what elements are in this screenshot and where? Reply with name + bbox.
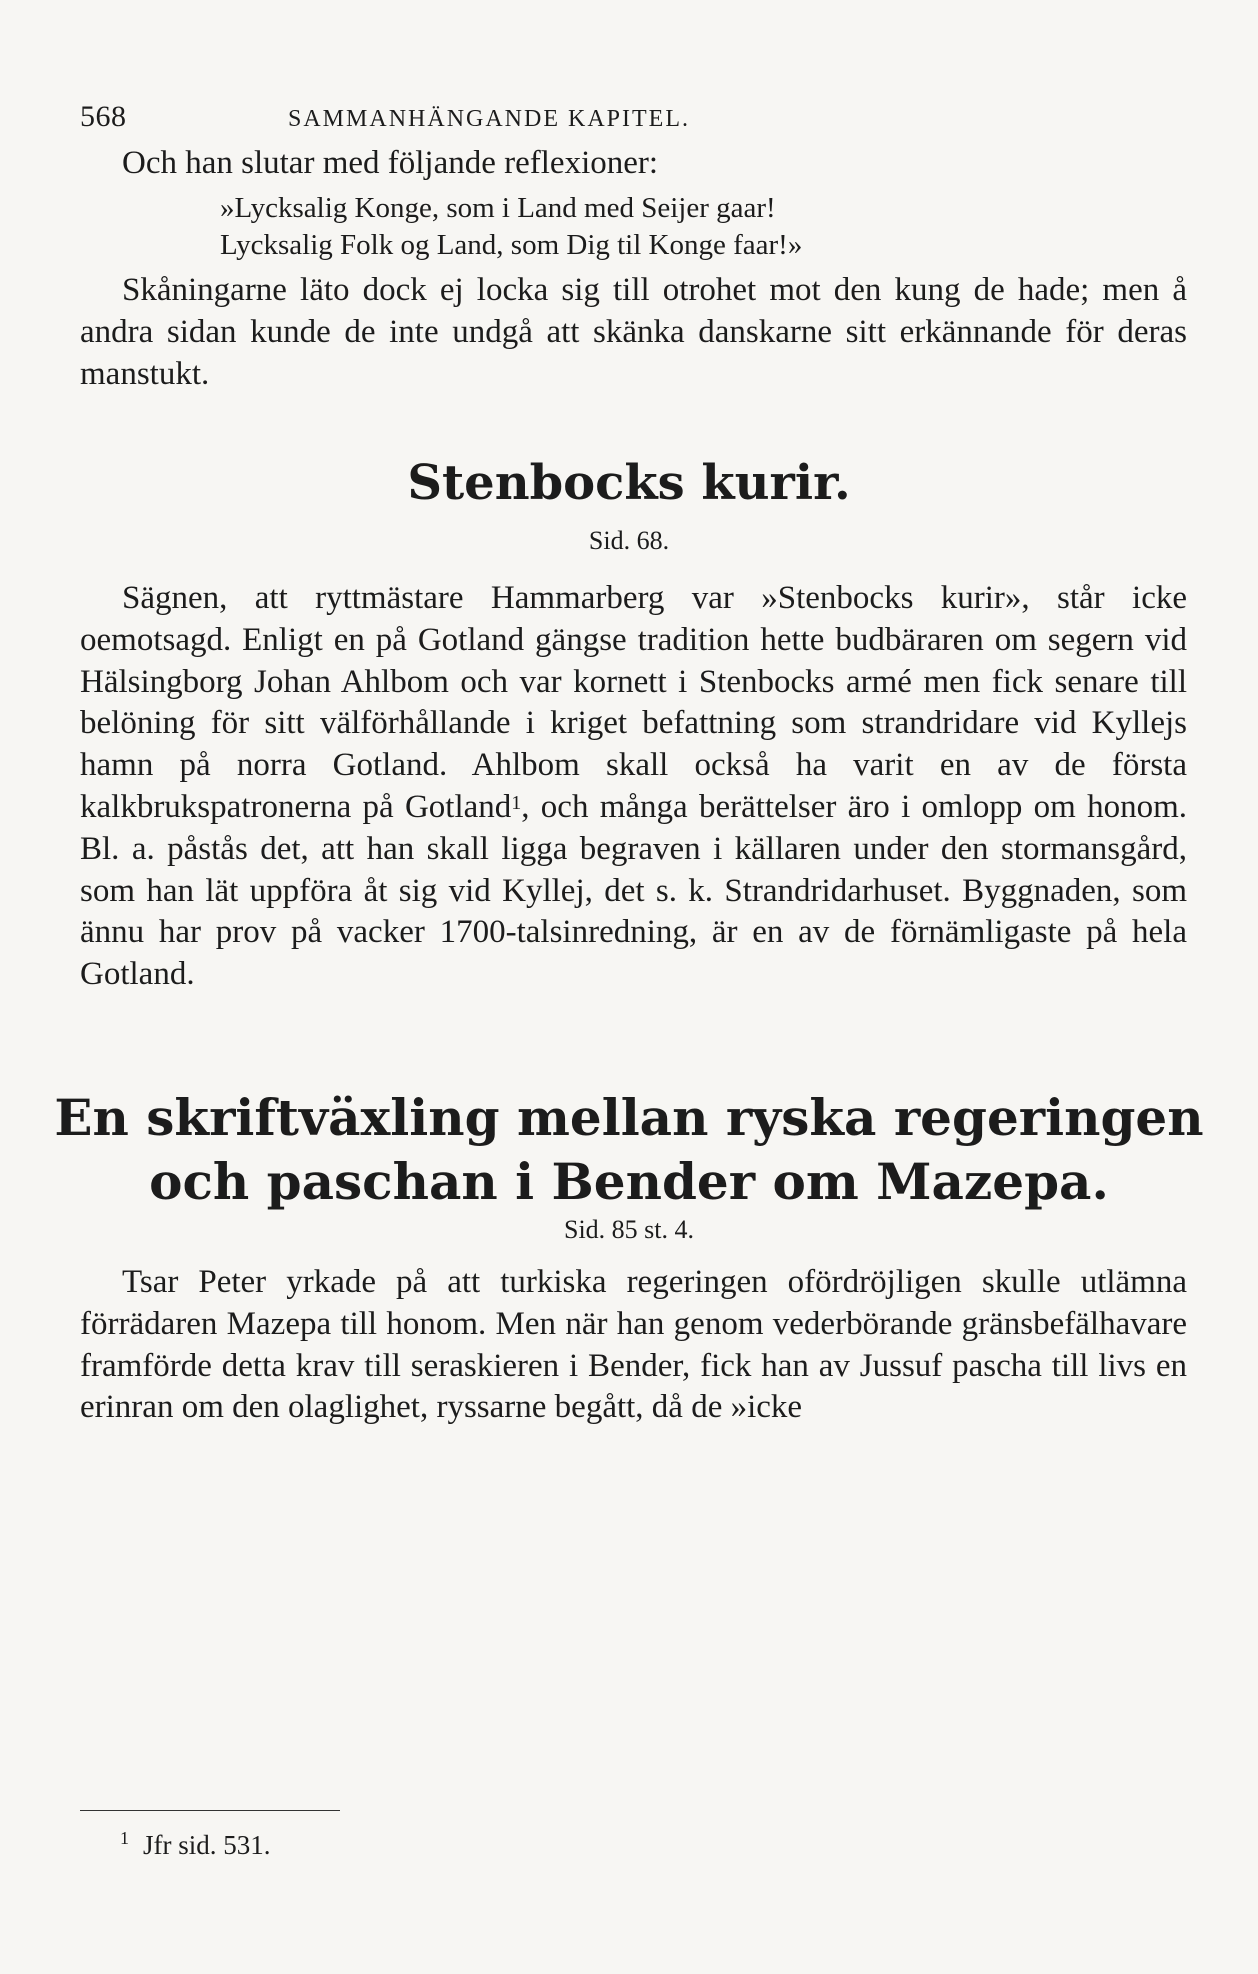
section3-paragraph	[80, 1262, 1187, 1429]
footnote-text: Jfr sid. 531.	[143, 1830, 271, 1860]
footnote-rule	[80, 1810, 340, 1811]
verse-block	[220, 190, 1120, 264]
footnote	[120, 1830, 271, 1861]
page-number: 568	[80, 100, 127, 133]
section2-title: Stenbocks kurir.	[407, 455, 851, 511]
verse-line-1: »Lycksalig Konge, som i Land med Seijer gaar!	[220, 192, 776, 224]
section2-text-part1: Sägnen, att ryttmästare Hammarberg var »Stenbocks kurir», står icke oemotsagd. Enligt en på Gotland gängse tradition hette budbäraren om segern vid Hälsingborg Johan Ahlbom och var kornett i Stenbocks armé men fick senare till belöning för sitt välförhållande i kriget befattning som strandridare vid Kyllejs hamn på norra Gotland. Ahlbom skall också ha varit en av de första kalkbrukspatronerna på Gotland	[80, 580, 1187, 825]
section3-title-line-2: och paschan i Bender om Mazepa.	[149, 1152, 1109, 1211]
section3-paragraph-text: Tsar Peter yrkade på att turkiska regeringen ofördröjligen skulle utlämna förrädaren Mazepa till honom. Men när han genom vederbörande gränsbefälhavare framförde detta krav till seraskieren i Bender, fick han av Jussuf pascha till livs en erinran om den olaglighet, ryssarne begått, då de »icke	[80, 1264, 1187, 1426]
page-header	[80, 100, 1180, 134]
verse-line-2: Lycksalig Folk og Land, som Dig til Konge faar!»	[220, 229, 803, 261]
section3-title	[0, 1086, 1258, 1214]
section2-paragraph	[80, 578, 1187, 996]
running-head: SAMMANHÄNGANDE KAPITEL.	[288, 106, 690, 132]
section1-paragraph	[80, 270, 1187, 395]
footnote-marker: 1	[120, 1828, 129, 1848]
footnote-reference: 1	[511, 791, 522, 814]
section2-reference: Sid. 68.	[588, 526, 670, 555]
section3-reference: Sid. 85 st. 4.	[563, 1215, 695, 1244]
section1-paragraph-text: Skåningarne läto dock ej locka sig till otrohet mot den kung de hade; men å andra sidan kunde de inte undgå att skänka danskarne sitt erkännande för deras manstukt.	[80, 272, 1187, 392]
intro-line	[80, 143, 1187, 185]
section2-paragraph-text	[80, 578, 1187, 996]
section2-text-part2: , och många berättelser äro i omlopp om honom. Bl. a. påstås det, att han skall ligga begraven i källaren under den stormansgård, som han lät uppföra åt sig vid Kyllej, det s. k. Strandridarhuset. Byggnaden, som ännu har prov på vacker 1700-talsinredning, är en av de förnämligaste på hela Gotland.	[80, 788, 1187, 993]
intro-text: Och han slutar med följande reflexioner:	[122, 145, 659, 181]
section3-title-line-1: En skriftväxling mellan ryska regeringen	[54, 1088, 1204, 1147]
